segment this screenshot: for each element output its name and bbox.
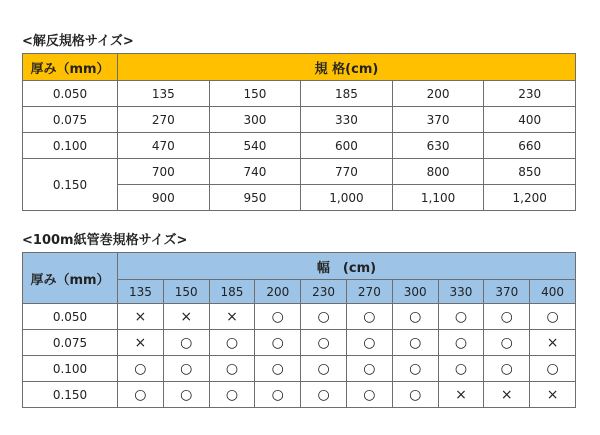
availability-mark: ○: [346, 382, 392, 408]
availability-mark: ×: [118, 304, 164, 330]
availability-mark: ○: [301, 382, 347, 408]
availability-mark: ×: [118, 330, 164, 356]
availability-mark: ×: [530, 330, 576, 356]
size-cell: 600: [301, 133, 393, 159]
availability-mark: ×: [484, 382, 530, 408]
table-header-row: [23, 253, 576, 280]
width-cell: 150: [163, 280, 209, 304]
table-row: [23, 81, 576, 107]
size-cell: 150: [209, 81, 301, 107]
thickness-cell: 0.150: [23, 159, 118, 211]
availability-mark: ○: [118, 356, 164, 382]
table1-title: <解反規格サイズ>: [22, 34, 134, 49]
table2-title: <100m紙管巻規格サイズ>: [22, 233, 188, 248]
availability-mark: ×: [209, 304, 255, 330]
availability-mark: ○: [530, 304, 576, 330]
size-cell: 270: [118, 107, 210, 133]
availability-mark: ○: [163, 330, 209, 356]
availability-mark: ○: [484, 356, 530, 382]
size-cell: 900: [118, 185, 210, 211]
width-cell: 230: [301, 280, 347, 304]
availability-mark: ○: [346, 330, 392, 356]
size-cell: 740: [209, 159, 301, 185]
size-cell: 400: [484, 107, 576, 133]
standard-size-table: [22, 53, 576, 211]
availability-mark: ○: [301, 304, 347, 330]
size-cell: 1,100: [392, 185, 484, 211]
availability-mark: ○: [209, 382, 255, 408]
availability-mark: ○: [438, 356, 484, 382]
size-cell: 540: [209, 133, 301, 159]
availability-mark: ○: [438, 304, 484, 330]
width-cell: 185: [209, 280, 255, 304]
thickness-cell: 0.075: [23, 107, 118, 133]
size-cell: 770: [301, 159, 393, 185]
thickness-cell: 0.050: [23, 81, 118, 107]
size-cell: 630: [392, 133, 484, 159]
availability-mark: ○: [346, 304, 392, 330]
width-cell: 270: [346, 280, 392, 304]
availability-mark: ○: [438, 330, 484, 356]
availability-mark: ○: [392, 330, 438, 356]
size-cell: 1,200: [484, 185, 576, 211]
size-cell: 1,000: [301, 185, 393, 211]
width-cell: 135: [118, 280, 164, 304]
availability-mark: ○: [392, 356, 438, 382]
availability-mark: ○: [209, 356, 255, 382]
availability-mark: ○: [163, 382, 209, 408]
size-header: 規 格(cm): [118, 54, 576, 81]
width-cell: 300: [392, 280, 438, 304]
size-cell: 700: [118, 159, 210, 185]
thickness-header: 厚み（mm）: [23, 253, 118, 304]
thickness-header: 厚み（mm）: [23, 54, 118, 81]
thickness-cell: 0.150: [23, 382, 118, 408]
size-cell: 300: [209, 107, 301, 133]
availability-mark: ○: [255, 382, 301, 408]
table-row: [23, 356, 576, 382]
thickness-cell: 0.050: [23, 304, 118, 330]
availability-mark: ×: [438, 382, 484, 408]
table-row: [23, 330, 576, 356]
width-cell: 400: [530, 280, 576, 304]
table-row: [23, 107, 576, 133]
table-header-row: [23, 54, 576, 81]
size-cell: 370: [392, 107, 484, 133]
availability-mark: ○: [255, 330, 301, 356]
width-cell: 370: [484, 280, 530, 304]
availability-mark: ○: [392, 382, 438, 408]
size-cell: 800: [392, 159, 484, 185]
size-cell: 135: [118, 81, 210, 107]
availability-mark: ○: [530, 356, 576, 382]
availability-mark: ○: [484, 330, 530, 356]
availability-mark: ×: [163, 304, 209, 330]
width-cell: 200: [255, 280, 301, 304]
thickness-cell: 0.100: [23, 356, 118, 382]
availability-mark: ○: [209, 330, 255, 356]
size-cell: 330: [301, 107, 393, 133]
width-header: 幅 (cm): [118, 253, 576, 280]
availability-mark: ○: [301, 356, 347, 382]
size-cell: 850: [484, 159, 576, 185]
table-row: [23, 304, 576, 330]
availability-mark: ○: [346, 356, 392, 382]
table-row: [23, 133, 576, 159]
availability-mark: ○: [392, 304, 438, 330]
thickness-cell: 0.100: [23, 133, 118, 159]
size-cell: 230: [484, 81, 576, 107]
availability-mark: ○: [255, 304, 301, 330]
availability-mark: ○: [255, 356, 301, 382]
thickness-cell: 0.075: [23, 330, 118, 356]
availability-mark: ×: [530, 382, 576, 408]
width-cell: 330: [438, 280, 484, 304]
size-cell: 950: [209, 185, 301, 211]
table-row: [23, 382, 576, 408]
availability-mark: ○: [163, 356, 209, 382]
size-cell: 200: [392, 81, 484, 107]
size-cell: 185: [301, 81, 393, 107]
roll-size-table: [22, 252, 576, 408]
availability-mark: ○: [301, 330, 347, 356]
availability-mark: ○: [484, 304, 530, 330]
size-cell: 660: [484, 133, 576, 159]
size-cell: 470: [118, 133, 210, 159]
availability-mark: ○: [118, 382, 164, 408]
table-row: [23, 159, 576, 185]
